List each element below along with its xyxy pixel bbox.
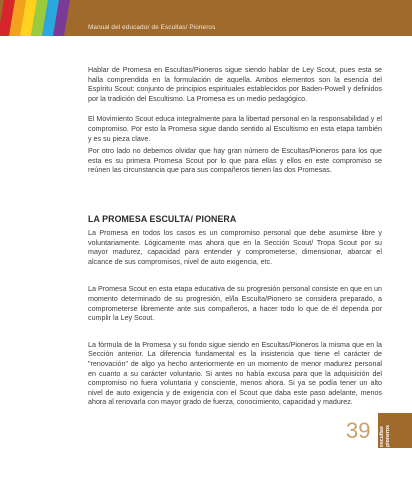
- section-paragraph-3: La fórmula de la Promesa y su fondo sigue siendo en Escultas/Pioneros la misma que en la Sección anterior. La diferencia fundamental es la insistencia que tiene el carácter de "renovación" de algo ya hecho anteriormente en un momento de menor madurez personal en cuanto a su carácter voluntario. Si antes no había excusa para que la adquisición del compromiso no fuera voluntaria y consciente, menos ahora. Si ya se podía tener un alto nivel de auto exigencia y de exigencia con el Scout que daba este paso adelante, menos ahora al renovarla con mayor grado de fuerza, conocimiento, capacidad y madurez.: [88, 340, 382, 407]
- side-tab-label: escultas pioneros: [379, 425, 391, 447]
- page-number: 39: [346, 418, 371, 443]
- color-stripes-logo: [0, 0, 80, 36]
- section-paragraph-2: La Promesa Scout en esta etapa educativa de su progresión personal consiste en que en un momento determinado de su progresión, el/la Esculta/Pionero se considera preparado, a comprometerse libremente ante sus compañeros, a hacer todo lo que de él dependa por cumplir la Ley Scout.: [88, 285, 382, 323]
- paragraph-3: Por otro lado no debemos olvidar que hay gran número de Escultas/Pioneros para los que esta es su primera Promesa Scout por lo que para ellas y ellos en este compromiso se reúnen las circunstancia que para sus compañeros tienen las dos Promesas.: [88, 147, 382, 175]
- section-text: [88, 229, 382, 408]
- section-paragraph-1: La Promesa en todos los casos es un compromiso personal que debe asumirse libre y voluntariamente. Lógicamente mas ahora que en la Sección Scout/ Tropa Scout por su mayor madurez, capacidad para entender y comprometerse, dimensionar, abarcar el alcance de sus compromisos, nivel de auto exigencia, etc.: [88, 229, 382, 266]
- section-heading: LA PROMESA ESCULTA/ PIONERA: [88, 214, 237, 224]
- header-title: Manual del educador de Escultas/ Pioneros: [88, 24, 216, 31]
- intro-text: [88, 66, 382, 176]
- paragraph-1: Hablar de Promesa en Escultas/Pioneros sigue siendo hablar de Ley Scout, pues esta se halla comprendida en la formulación de aquella. Ambos elementos son la esencia del Espíritu Scout: conjunto de principios espirituales establecidos por Baden-Powell y definidos por la tradición del Escultismo. La Promesa es un medio pedagógico.: [88, 66, 382, 103]
- paragraph-2: El Movimiento Scout educa integralmente para la libertad personal en la responsabilidad y el compromiso. Por esto la Promesa sigue dando sentido al Escultismo en esta etapa también y es su pieza clave.: [88, 115, 382, 143]
